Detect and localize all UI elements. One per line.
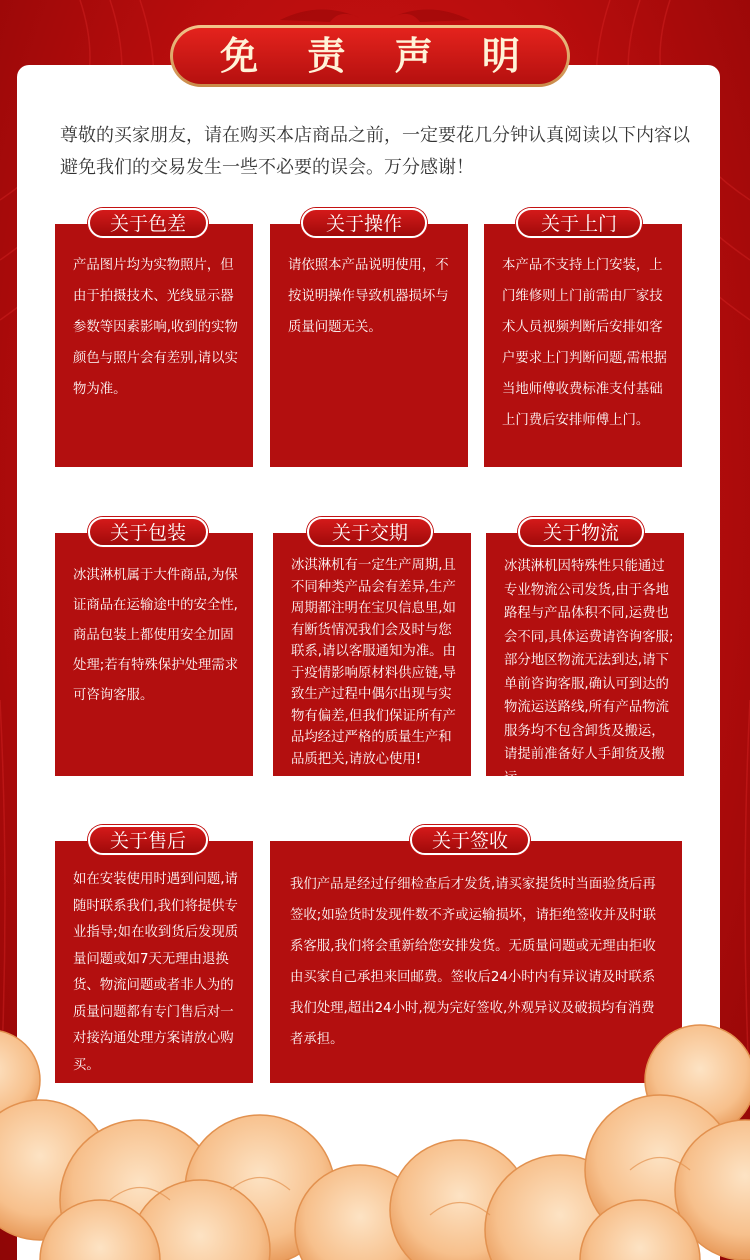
section-body: 冰淇淋机有一定生产周期,且不同种类产品会有差异,生产周期都注明在宝贝信息里,如有断货情况我们会及时与您联系,请以客服通知为准。由于疫情影响原材料供应链,导致生产过程中偶尔出现与实物有偏差,但我们保证所有产品均经过严格的质量生产和品质把关,请放心使用!: [291, 558, 456, 767]
heading-color-difference: 关于色差: [88, 208, 208, 238]
section-operation: [270, 224, 468, 467]
section-body: 冰淇淋机属于大件商品,为保证商品在运输途中的安全性,商品包装上都使用安全加固处理;若有特殊保护处理需求可咨询客服。: [73, 568, 239, 703]
heading-signing: 关于签收: [410, 825, 530, 855]
heading-operation: 关于操作: [301, 208, 427, 238]
section-logistics: [486, 533, 684, 786]
section-body: 如在安装使用时遇到问题,请随时联系我们,我们将提供专业指导;如在收到货后发现质量问题或如7天无理由退换货、物流问题或者非人为的质量问题都有专门售后对一对接沟通处理方案请放心购买。: [73, 872, 239, 1073]
heading-after-sales: 关于售后: [88, 825, 208, 855]
section-onsite-service: [484, 224, 682, 467]
title-banner: [170, 25, 570, 87]
section-packaging: [55, 533, 253, 776]
heading-logistics: 关于物流: [518, 517, 644, 547]
heading-packaging: 关于包装: [88, 517, 208, 547]
intro-text: 尊敬的买家朋友，请在购买本店商品之前，一定要花几分钟认真阅读以下内容以避免我们的交易发生一些不必要的误会。万分感谢！: [60, 125, 690, 178]
section-delivery-time: [273, 533, 471, 776]
heading-delivery-time: 关于交期: [307, 517, 433, 547]
section-body: 产品图片均为实物照片，但由于拍摄技术、光线显示器参数等因素影响,收到的实物颜色与照片会有差别,请以实物为准。: [73, 258, 238, 397]
section-signing: [270, 841, 682, 1083]
section-body: 本产品不支持上门安装，上门维修则上门前需由厂家技术人员视频判断后安排如客户要求上门判断问题,需根据当地师傅收费标准支付基础上门费后安排师傅上门。: [502, 258, 667, 428]
page-title: 免 责 声 明: [173, 28, 567, 84]
section-body: 冰淇淋机因特殊性只能通过专业物流公司发货,由于各地路程与产品体积不同,运费也会不同,具体运费请咨询客服;部分地区物流无法到达,请下单前咨询客服,确认可到达的物流运送路线,所有产品物流服务均不包含卸货及搬运，请提前准备好人手卸货及搬运。: [504, 559, 674, 786]
heading-onsite-service: 关于上门: [516, 208, 642, 238]
section-body: 请依照本产品说明使用，不按说明操作导致机器损坏与质量问题无关。: [288, 258, 449, 335]
section-body: 我们产品是经过仔细检查后才发货,请买家提货时当面验货后再签收;如验货时发现件数不齐或运输损坏，请拒绝签收并及时联系客服,我们将会重新给您安排发货。无质量问题或无理由拒收由买家自己承担来回邮费。签收后24小时内有异议请及时联系我们处理,超出24小时,视为完好签收,外观异议及破损均有消费者承担。: [290, 877, 657, 1047]
section-after-sales: [55, 841, 253, 1083]
section-color-difference: [55, 224, 253, 467]
